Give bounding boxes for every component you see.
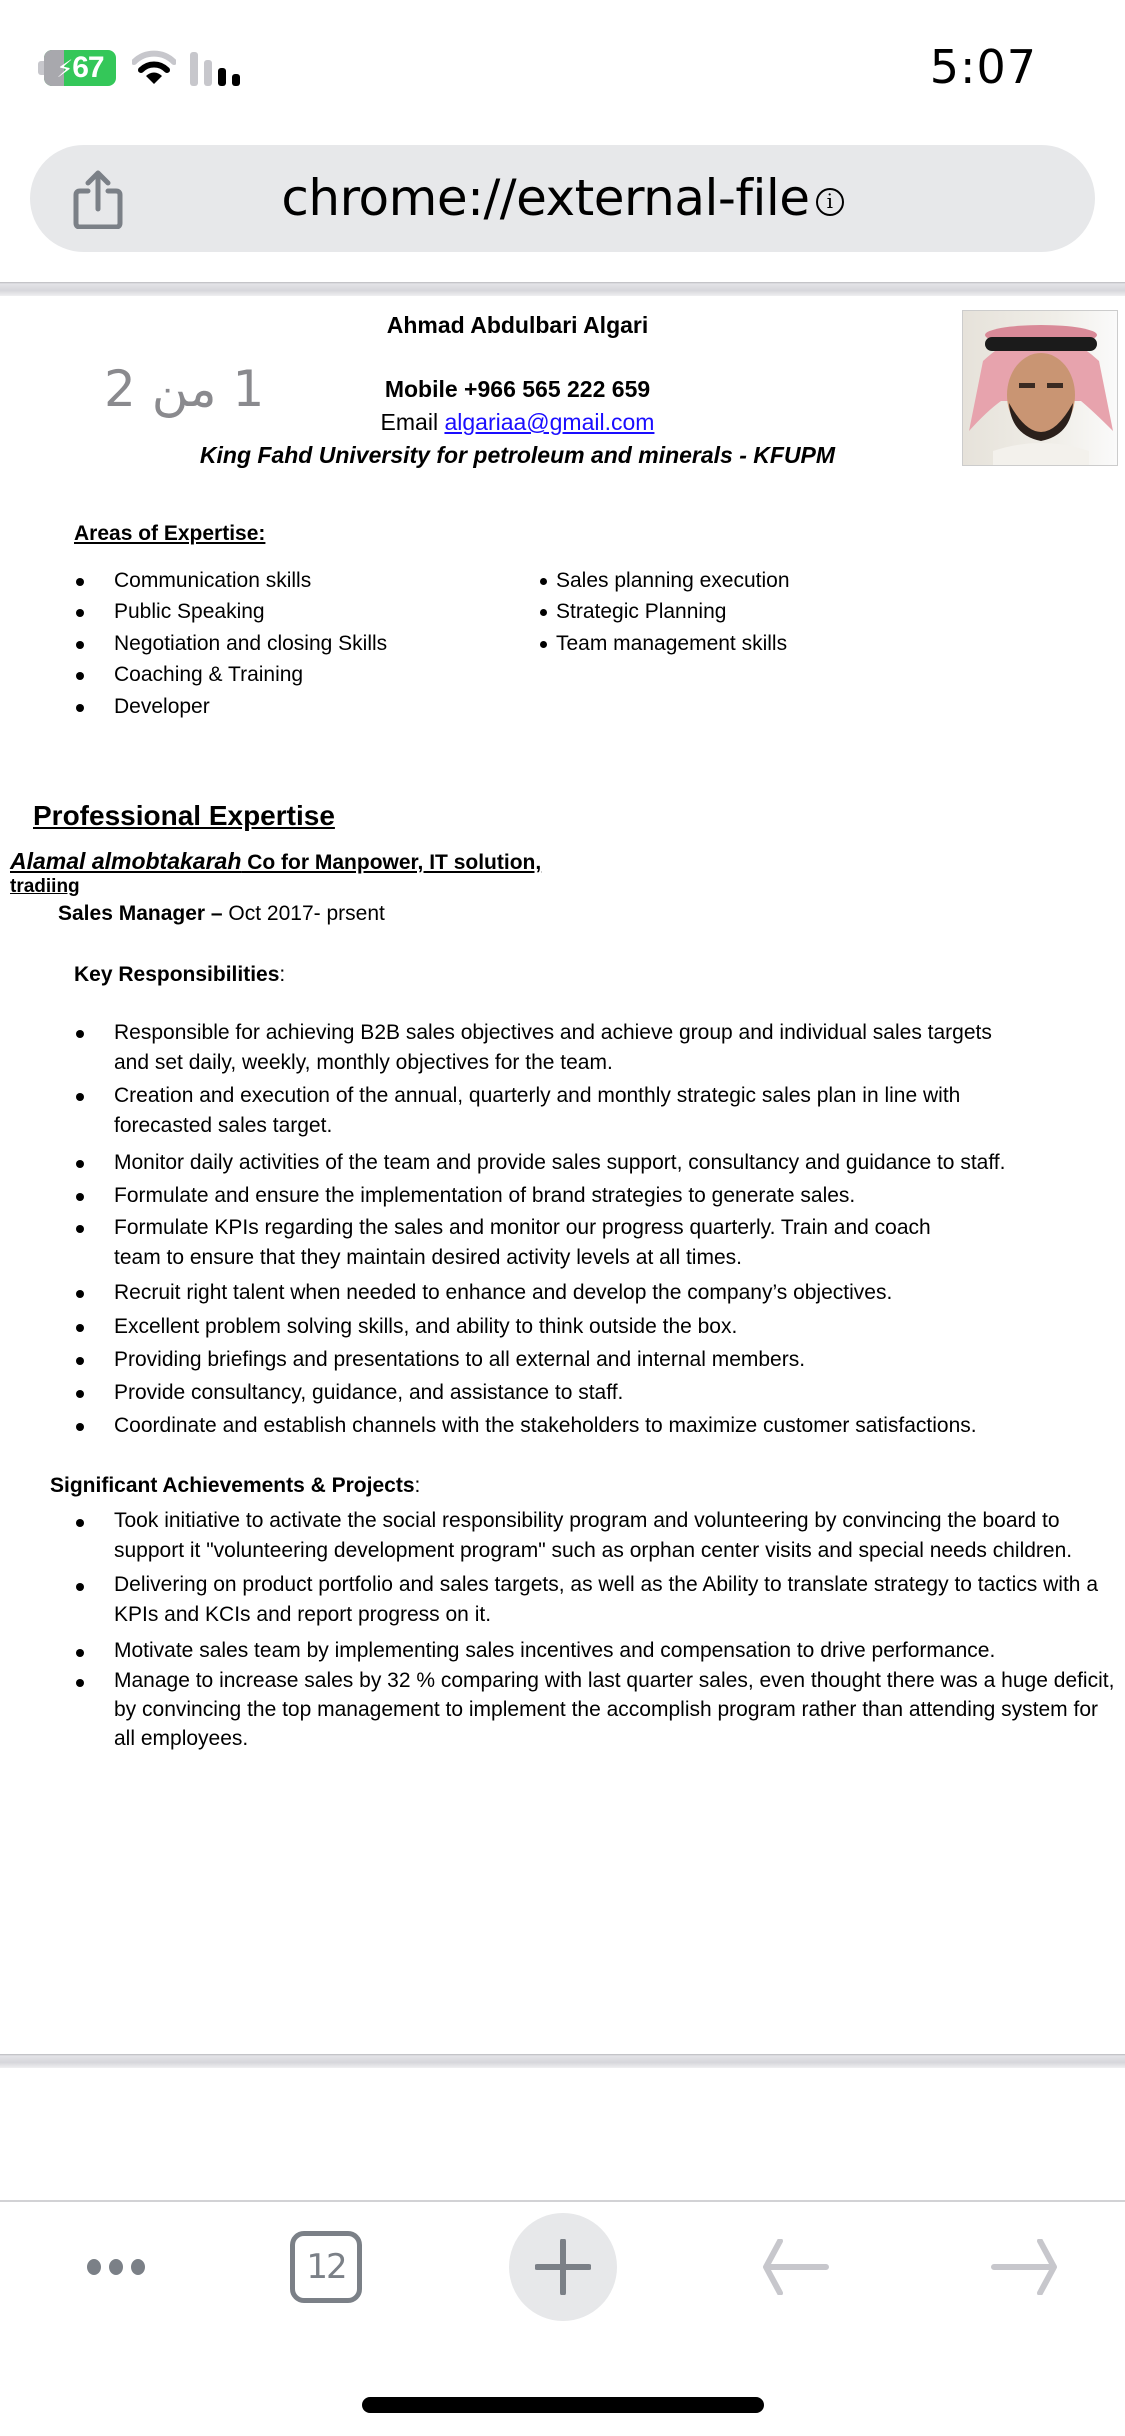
- bullet: [76, 1390, 84, 1398]
- bullet: [76, 1649, 84, 1657]
- responsibility-item: Formulate and ensure the implementation of brand strategies to generate sales.: [114, 1184, 856, 1207]
- bullet: [76, 641, 84, 649]
- page-separator: [0, 282, 1125, 296]
- bullet: [76, 1679, 84, 1687]
- bullet: [76, 609, 84, 617]
- cellular-signal-icon: [190, 52, 246, 86]
- wifi-icon: [132, 50, 176, 86]
- arrow-left-icon: [760, 2239, 830, 2295]
- company-desc: Co for Manpower, IT solution,: [241, 851, 542, 874]
- responsibility-item: Providing briefings and presentations to all external and internal members.: [114, 1348, 806, 1371]
- key-resp-label: Key Responsibilities: [74, 963, 280, 986]
- responsibility-item: Responsible for achieving B2B sales objectives and achieve group and individual sales targets and set daily, weekly, monthly objectives for the team.: [114, 1021, 992, 1074]
- bullet: [76, 578, 84, 586]
- role-period: Oct 2017- prsent: [222, 902, 385, 925]
- achievement-item: Manage to increase sales by 32 % comparing with last quarter sales, even thought there was a huge deficit, by convincing the top management to implement the accomplish program rather than attending system for all employees.: [114, 1669, 1115, 1750]
- more-button[interactable]: [76, 2202, 156, 2332]
- page-separator: [0, 2054, 1125, 2068]
- key-responsibilities-title: [74, 963, 285, 987]
- professional-expertise-title: Professional Expertise: [33, 800, 335, 831]
- bullet: [76, 1193, 84, 1201]
- bullet: [76, 1519, 84, 1527]
- achievement-item: Motivate sales team by implementing sales incentives and compensation to drive performance.: [114, 1639, 996, 1662]
- info-icon[interactable]: i: [816, 188, 844, 216]
- expertise-item: Coaching & Training: [114, 663, 304, 686]
- url-text[interactable]: chrome://external-file: [281, 169, 810, 227]
- bullet: [76, 1160, 84, 1168]
- clock: 5:07: [929, 40, 1037, 94]
- plus-icon: [535, 2239, 591, 2295]
- bullet: [540, 609, 547, 616]
- key-resp-colon: :: [279, 963, 286, 986]
- bullet: [76, 672, 84, 680]
- responsibility-item: Creation and execution of the annual, quarterly and monthly strategic sales plan in line with forecasted sales target.: [114, 1084, 961, 1137]
- bullet: [76, 1423, 84, 1431]
- expertise-item: Team management skills: [556, 632, 788, 655]
- page-indicator: 1 من 2: [104, 360, 265, 418]
- achievements-colon: :: [414, 1474, 421, 1497]
- email-line: [0, 409, 1035, 436]
- arrow-right-icon: [990, 2239, 1060, 2295]
- expertise-item: Communication skills: [114, 569, 312, 592]
- more-dots-icon: [83, 2259, 149, 2275]
- responsibility-item: Formulate KPIs regarding the sales and monitor our progress quarterly. Train and coach team to ensure that they maintain desired activity levels at all times.: [114, 1216, 931, 1269]
- expertise-item: Developer: [114, 695, 210, 718]
- responsibility-item: Provide consultancy, guidance, and assistance to staff.: [114, 1381, 624, 1404]
- company-desc-cont: tradiing: [10, 876, 80, 897]
- bottom-toolbar: [0, 2202, 1125, 2332]
- responsibility-item: Monitor daily activities of the team and provide sales support, consultancy and guidance to staff.: [114, 1151, 1006, 1174]
- profile-photo: [962, 310, 1118, 466]
- responsibility-item: Recruit right talent when needed to enhance and develop the company’s objectives.: [114, 1281, 893, 1304]
- mobile-number: Mobile +966 565 222 659: [384, 376, 651, 402]
- areas-of-expertise-title: Areas of Expertise:: [74, 522, 266, 545]
- email-label: Email: [380, 409, 439, 435]
- university: King Fahd University for petroleum and minerals - KFUPM: [199, 442, 836, 468]
- url-bar[interactable]: [30, 145, 1095, 252]
- bullet: [540, 641, 547, 648]
- expertise-item: Negotiation and closing Skills: [114, 632, 388, 655]
- bullet: [76, 1290, 84, 1298]
- bullet: [540, 578, 547, 585]
- responsibility-item: Coordinate and establish channels with the stakeholders to maximize customer satisfactions.: [114, 1414, 977, 1437]
- achievements-title: [50, 1474, 420, 1498]
- bullet: [76, 1583, 84, 1591]
- bullet: [76, 1225, 84, 1233]
- bullet: [76, 1324, 84, 1332]
- email-link[interactable]: algariaa@gmail.com: [444, 409, 655, 435]
- achievements-label: Significant Achievements & Projects: [50, 1474, 415, 1497]
- bullet: [76, 1093, 84, 1101]
- achievement-item: Took initiative to activate the social responsibility program and volunteering by convincing the board to support it "volunteering development program" such as orphan center visits and special needs children.: [114, 1509, 1073, 1562]
- role-line: [58, 902, 385, 926]
- status-bar: [0, 0, 1125, 140]
- bullet: [76, 1030, 84, 1038]
- expertise-item: Public Speaking: [114, 600, 265, 623]
- candidate-name: Ahmad Abdulbari Algari: [386, 312, 649, 338]
- battery-charging-icon: ⚡︎67: [44, 50, 116, 86]
- achievement-item: Delivering on product portfolio and sales targets, as well as the Ability to translate strategy to tactics with a KPIs and KCIs and report progress on it.: [114, 1573, 1098, 1626]
- bullet: [76, 704, 84, 712]
- role-title: Sales Manager –: [58, 902, 223, 925]
- home-indicator[interactable]: [362, 2397, 764, 2413]
- document-page[interactable]: [0, 296, 1125, 2054]
- company-name: Alamal almobtakarah: [10, 848, 242, 874]
- new-tab-button[interactable]: [508, 2202, 618, 2332]
- tab-count: 12: [290, 2231, 362, 2303]
- bullet: [76, 1357, 84, 1365]
- responsibility-item: Excellent problem solving skills, and ability to think outside the box.: [114, 1315, 738, 1338]
- company-line: [10, 848, 541, 875]
- tab-switcher-button[interactable]: [286, 2202, 366, 2332]
- expertise-item: Strategic Planning: [556, 600, 727, 623]
- expertise-item: Sales planning execution: [556, 569, 790, 592]
- forward-button[interactable]: [985, 2202, 1065, 2332]
- back-button[interactable]: [755, 2202, 835, 2332]
- battery-level: 67: [72, 51, 104, 84]
